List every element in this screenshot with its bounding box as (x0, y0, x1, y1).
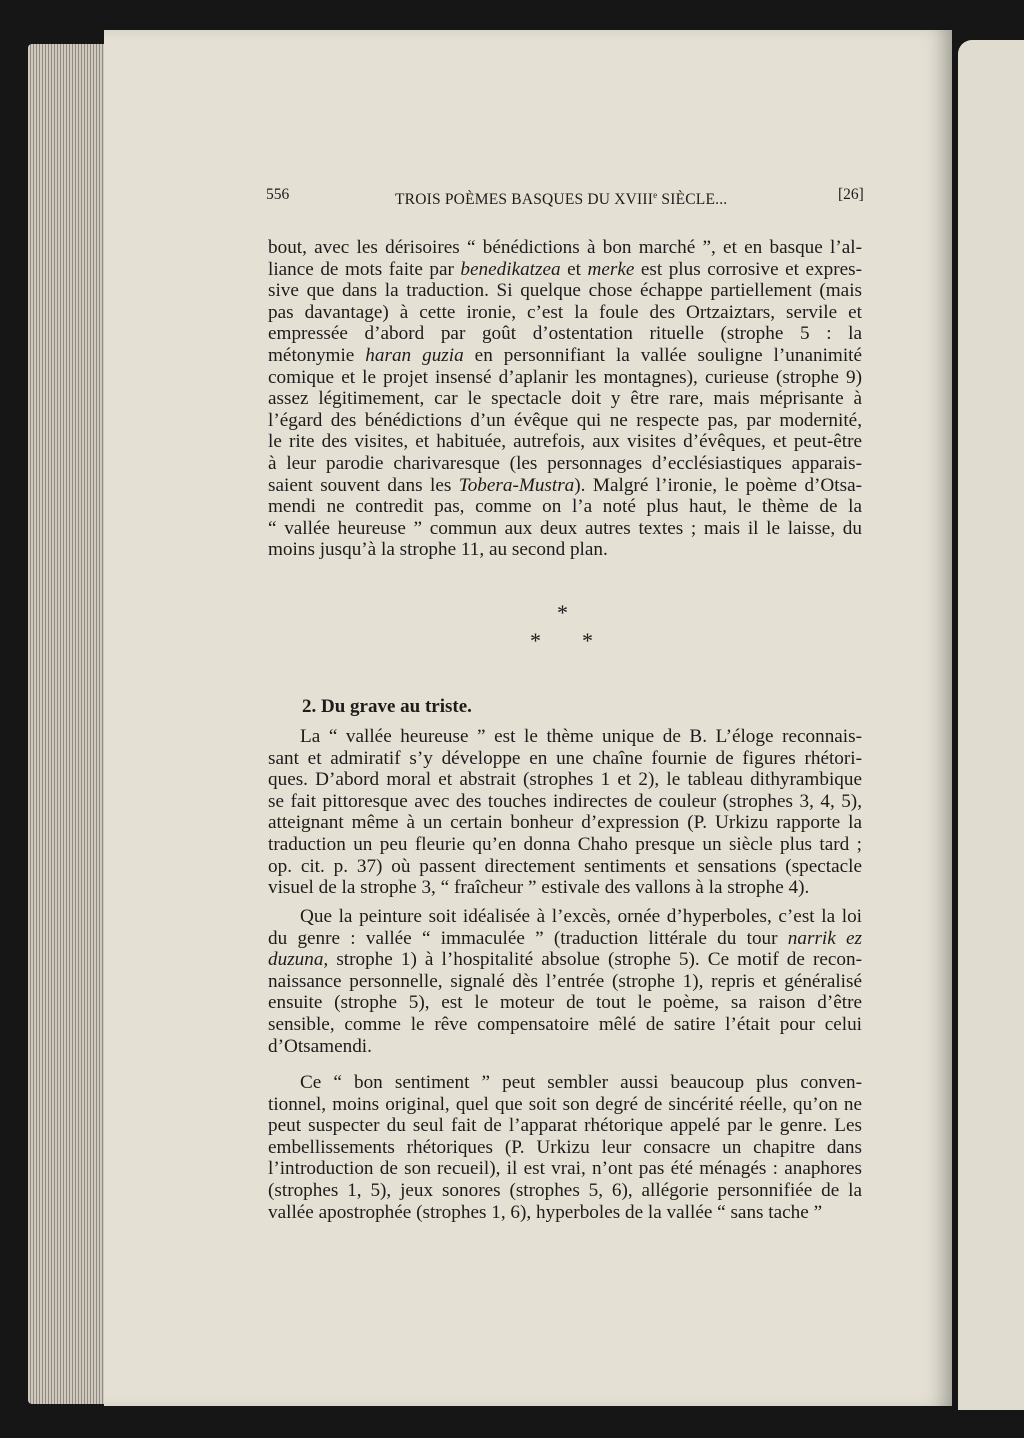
text-segment: strophe 1) à l’hospitalité absolue (strophe 5). Ce motif de recon- (328, 949, 862, 971)
text-line (268, 345, 862, 367)
text-line: mendi ne contredit pas, comme on l’a noté plus haut, le thème de la (268, 496, 862, 518)
text-segment: saient souvent dans les (268, 474, 459, 496)
text-line (268, 475, 862, 497)
facing-page-edge (958, 40, 1024, 1410)
italic-term: benedikatzea (460, 258, 561, 280)
text-segment: est plus corrosive et expres- (634, 258, 862, 280)
text-line (268, 949, 862, 971)
text-line: le rite des visites, et habituée, autrefois, aux visites d’évêques, et peut-être (268, 431, 862, 453)
text-line: op. cit. p. 37) où passent directement sentiments et sensations (spectacle (268, 855, 862, 877)
text-line: d’Otsamendi. (268, 1035, 372, 1057)
text-line: sant et admiratif s’y développe en une chaîne fournie de figures rhétori- (268, 747, 862, 769)
text-line: visuel de la strophe 3, “ fraîcheur ” estivale des vallons à la strophe 4). (268, 877, 810, 899)
page-edges (28, 44, 108, 1404)
text-segment: liance de mots faite par (268, 258, 461, 280)
text-line: l’introduction de son recueil), il est vrai, n’ont pas été ménagés : anaphores (268, 1158, 862, 1180)
text-line (268, 928, 862, 950)
text-line: embellissements rhétoriques (P. Urkizu leur consacre un chapitre dans (268, 1136, 862, 1158)
italic-term: narrik ez (787, 927, 863, 949)
text-line: à leur parodie charivaresque (les personnages d’ecclésiastiques apparais- (268, 452, 862, 474)
text-line: se fait pittoresque avec des touches indirectes de couleur (strophes 3, 4, 5), (268, 790, 862, 812)
text-line: tionnel, moins original, quel que soit son degré de sincérité réelle, qu’on ne (268, 1093, 862, 1115)
running-title (395, 185, 727, 210)
text-line: peut suspecter du seul fait de l’apparat rhétorique appelé par le genre. Les (268, 1115, 862, 1137)
text-line: atteignant même à un certain bonheur d’expression (P. Urkizu rapporte la (268, 812, 862, 834)
section-page-number: [26] (838, 186, 864, 203)
text-line: Que la peinture soit idéalisée à l’excès, ornée d’hyperboles, c’est la loi (300, 906, 862, 927)
text-line (268, 259, 862, 281)
text-line: assez légitimement, car le spectacle doit y être rare, mais méprisante à (268, 388, 862, 410)
text-line: traduction un peu fleurie qu’en donna Chaho presque un siècle plus tard ; (268, 833, 862, 855)
text-line: ensuite (strophe 5), est le moteur de tout le poème, sa raison d’être (268, 992, 862, 1014)
paragraph (268, 726, 862, 899)
text-line: sensible, comme le rêve compensatoire mêlé de satire l’était pour celui (268, 1013, 862, 1035)
paragraph (268, 1072, 862, 1223)
italic-term: haran guzia (365, 344, 464, 366)
running-title-sup: e (653, 190, 658, 200)
text-line: vallée apostrophée (strophes 1, 6), hyperboles de la vallée “ sans tache ” (268, 1201, 823, 1223)
text-segment: du genre : vallée “ immaculée ” (traduction littérale du tour (268, 927, 788, 949)
paragraph (268, 906, 862, 1057)
text-line: l’égard des bénédictions d’un évêque qui ne respecte pas, par modernité, (268, 409, 862, 431)
section-heading: 2. Du grave au triste. (302, 696, 472, 717)
text-segment: métonymie (268, 344, 366, 366)
running-title-text: TROIS POÈMES BASQUES DU XVIII (395, 191, 654, 209)
running-title-end: SIÈCLE... (657, 191, 728, 209)
text-line: (strophes 1, 5), jeux sonores (strophes 5, 6), allégorie personnifiée de la (268, 1179, 862, 1201)
text-segment: en personnifiant la vallée souligne l’unanimité (463, 344, 863, 366)
text-line: “ vallée heureuse ” commun aux deux autres textes ; mais il le laisse, du (268, 517, 862, 539)
italic-term: duzuna, (268, 949, 329, 971)
text-line: empressée d’abord par goût d’ostentation rituelle (strophe 5 : la (268, 323, 862, 345)
text-segment: et (560, 258, 588, 280)
text-line: sive que dans la traduction. Si quelque chose échappe partiellement (mais (268, 280, 862, 302)
text-line: bout, avec les dérisoires “ bénédictions à bon marché ”, et en basque l’al- (268, 237, 862, 258)
text-line: La “ vallée heureuse ” est le thème unique de B. L’éloge reconnais- (300, 726, 862, 747)
text-segment: ). Malgré l’ironie, le poème d’Otsa- (574, 474, 862, 496)
separator-asterisk: * (557, 600, 568, 625)
text-line: pas davantage) à cette ironie, c’est la foule des Ortzaiztars, servile et (268, 301, 862, 323)
separator-asterisk: * (582, 628, 593, 653)
text-line: Ce “ bon sentiment ” peut sembler aussi beaucoup plus conven- (300, 1072, 862, 1093)
text-line: ques. D’abord moral et abstrait (strophes 1 et 2), le tableau dithyrambique (268, 769, 862, 791)
separator-asterisk: * (530, 628, 541, 653)
text-line: naissance personnelle, signalé dès l’entrée (strophe 1), repris et généralisé (268, 970, 862, 992)
page-number: 556 (266, 186, 290, 203)
italic-term: merke (587, 258, 635, 280)
paragraph (268, 237, 862, 561)
text-line: comique et le projet insensé d’aplanir les montagnes), curieuse (strophe 9) (268, 366, 862, 388)
italic-term: Tobera-Mustra (458, 474, 575, 496)
text-line: moins jusqu’à la strophe 11, au second plan. (268, 539, 608, 561)
